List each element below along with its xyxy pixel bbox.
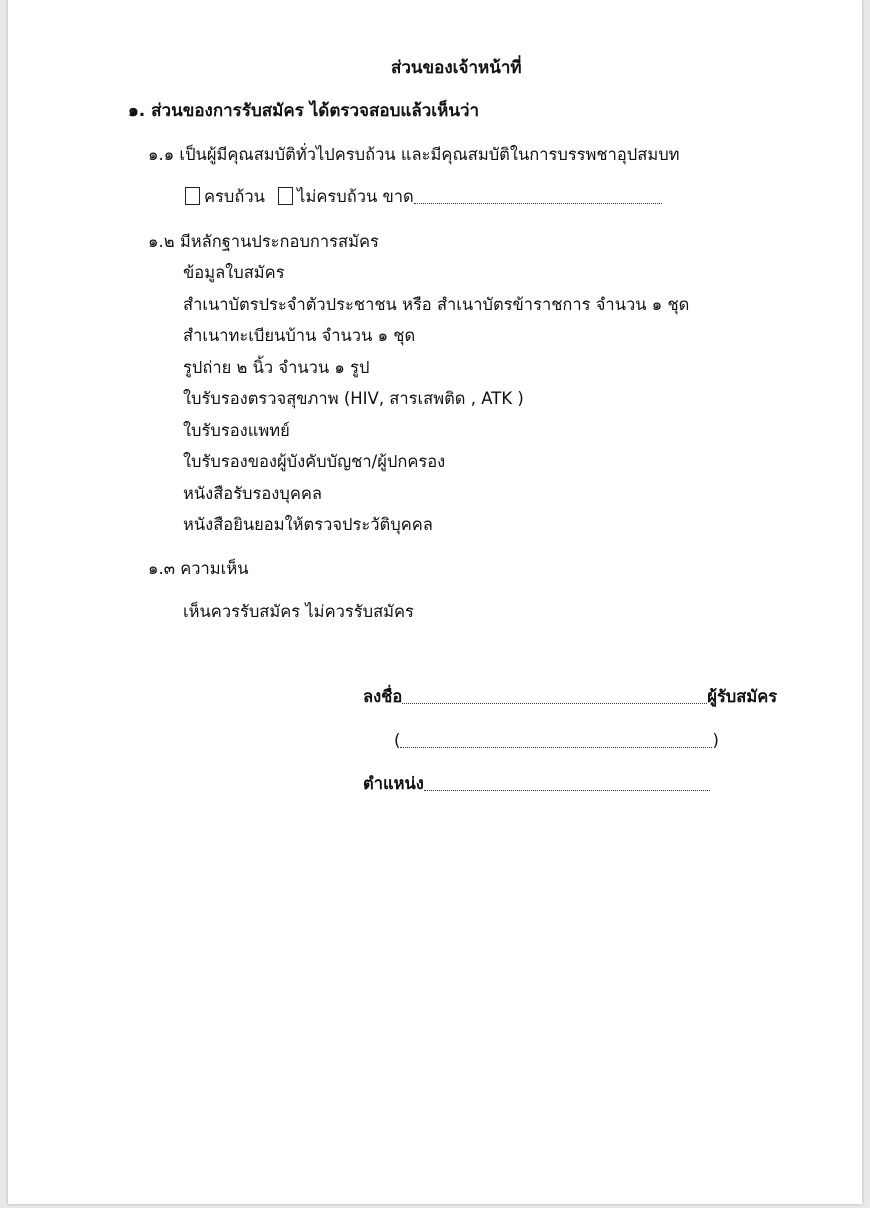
- section-1-2-text: ๑.๒ มีหลักฐานประกอบการสมัคร: [148, 232, 379, 251]
- checkbox-complete[interactable]: [185, 187, 200, 205]
- page-title: ส่วนของเจ้าหน้าที่: [391, 58, 522, 78]
- doc-item: สำเนาบัตรประจำตัวประชาชน หรือ สำเนาบัตรข้าราชการ จำนวน ๑ ชุด: [183, 295, 690, 314]
- position-label: ตำแหน่ง: [363, 774, 424, 793]
- doc-item: สำเนาทะเบียนบ้าน จำนวน ๑ ชุด: [183, 326, 416, 345]
- signature-field[interactable]: [402, 687, 707, 704]
- section-1-heading: ๑. ส่วนของการรับสมัคร ได้ตรวจสอบแล้วเห็นว่า: [128, 101, 480, 121]
- name-line: [394, 730, 719, 752]
- paren-close: ): [712, 731, 719, 750]
- section-1-1-options: [185, 186, 662, 208]
- paren-open: (: [394, 731, 401, 750]
- position-field[interactable]: [424, 774, 710, 791]
- option-incomplete-label: ไม่ครบถ้วน ขาด: [297, 187, 414, 206]
- receiver-role-label: ผู้รับสมัคร: [707, 687, 778, 706]
- opinion-options: เห็นควรรับสมัคร ไม่ควรรับสมัคร: [183, 602, 414, 621]
- missing-items-field[interactable]: [414, 187, 662, 204]
- document-page: [8, 0, 862, 1204]
- option-complete-label: ครบถ้วน: [204, 187, 265, 206]
- signature-line: [363, 686, 777, 708]
- position-line: [363, 773, 710, 795]
- doc-item: ใบรับรองแพทย์: [183, 421, 290, 440]
- section-1-3-text: ๑.๓ ความเห็น: [148, 559, 249, 578]
- doc-item: ใบรับรองของผู้บังคับบัญชา/ผู้ปกครอง: [183, 452, 446, 471]
- printed-name-field[interactable]: [400, 731, 712, 748]
- checkbox-incomplete[interactable]: [278, 187, 293, 205]
- section-1-1-text: ๑.๑ เป็นผู้มีคุณสมบัติทั่วไปครบถ้วน และมีคุณสมบัติในการบรรพชาอุปสมบท: [148, 145, 680, 164]
- doc-item: หนังสือรับรองบุคคล: [183, 484, 323, 503]
- doc-item: ข้อมูลใบสมัคร: [183, 263, 285, 282]
- sign-label: ลงชื่อ: [363, 687, 403, 706]
- doc-item: หนังสือยินยอมให้ตรวจประวัติบุคคล: [183, 515, 433, 534]
- doc-item: รูปถ่าย ๒ นิ้ว จำนวน ๑ รูป: [183, 358, 370, 377]
- doc-item: ใบรับรองตรวจสุขภาพ (HIV, สารเสพติด , ATK ): [183, 389, 524, 408]
